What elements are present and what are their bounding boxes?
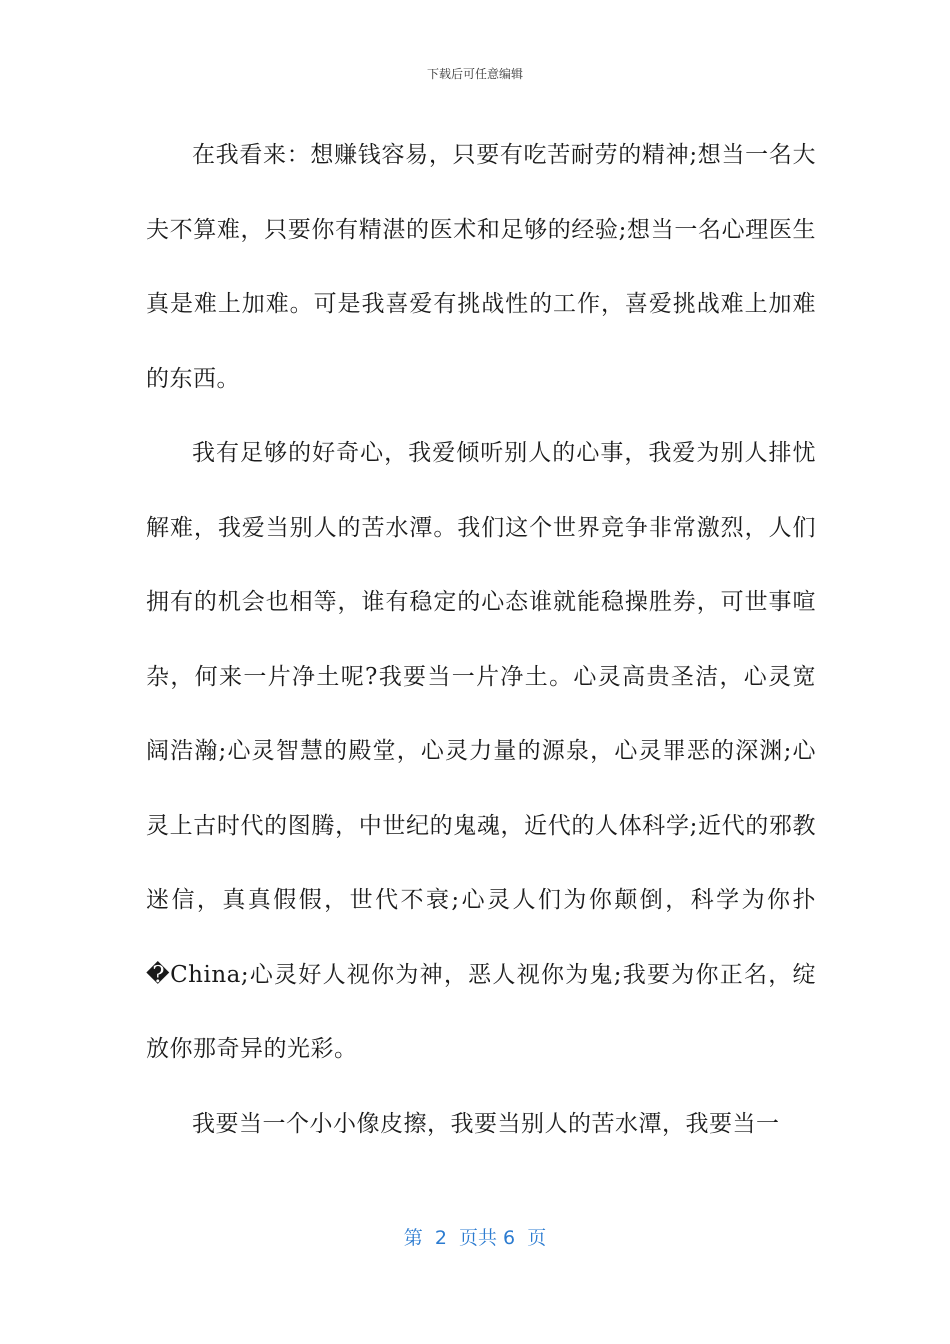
page-number-footer: 第 2 页共 6 页	[403, 1227, 547, 1249]
paragraph-3: 我要当一个小小像皮擦，我要当别人的苦水潭，我要当一	[192, 1110, 780, 1137]
document-body	[146, 118, 816, 1161]
page-header-note: 下载后可任意编辑	[426, 67, 523, 81]
paragraph-1: 在我看来：想赚钱容易，只要有吃苦耐劳的精神;想当一名大夫不算难，只要你有精湛的医术和足够的经验;想当一名心理医生真是难上加难。可是我喜爱有挑战性的工作，喜爱挑战难上加难的东西。	[146, 142, 816, 392]
paragraph-2: 我有足够的好奇心，我爱倾听别人的心事，我爱为别人排忧解难，我爱当别人的苦水潭。我们这个世界竞争非常激烈，人们拥有的机会也相等，谁有稳定的心态谁就能稳操胜券，可世事喧杂，何来一片净土呢?我要当一片净土。心灵高贵圣洁，心灵宽阔浩瀚;心灵智慧的殿堂，心灵力量的源泉，心灵罪恶的深渊;心灵上古时代的图腾，中世纪的鬼魂，近代的人体科学;近代的邪教迷信，真真假假，世代不衰;心灵人们为你颠倒，科学为你扑�China;心灵好人视你为神，恶人视你为鬼;我要为你正名，绽放你那奇异的光彩。	[146, 440, 816, 1062]
